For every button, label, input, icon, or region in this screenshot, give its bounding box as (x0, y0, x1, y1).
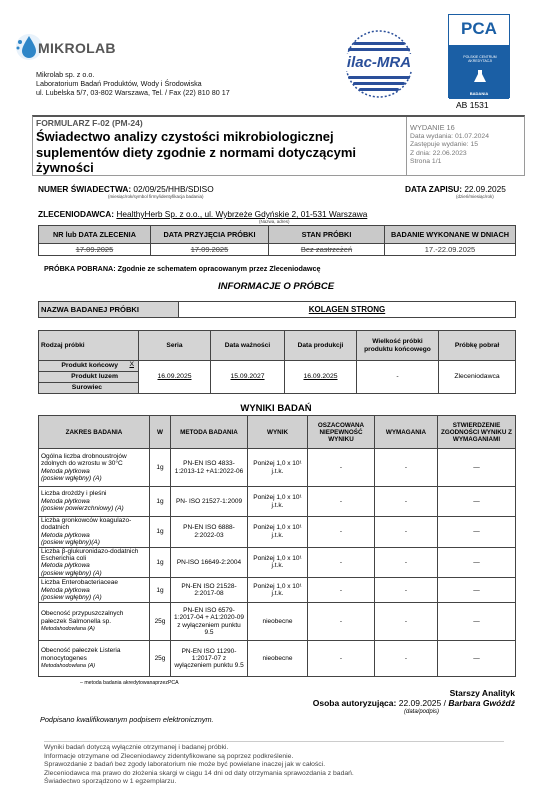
document-header (32, 115, 525, 176)
test-requirements: - (375, 641, 438, 677)
test-requirements: - (375, 449, 438, 487)
test-requirements: - (375, 603, 438, 641)
test-weight: 1g (150, 547, 171, 578)
sampled-by: Zleceniodawca (439, 361, 516, 394)
test-uncertainty: - (308, 449, 375, 487)
results-header: METODA BADANIA (171, 416, 248, 449)
series: 16.09.2025 (139, 361, 211, 394)
footer-line: Świadectwo sporządzono w 1 egzemplarzu. (44, 778, 177, 786)
sample-name: KOLAGEN STRONG (179, 302, 516, 318)
test-weight: 1g (150, 449, 171, 487)
test-weight: 1g (150, 487, 171, 517)
authorized-date: 22.09.2025 (398, 698, 442, 708)
sample-name-table (38, 301, 516, 318)
test-method: PN-EN ISO 21528-2:2017-08 (171, 578, 248, 603)
accreditation-footnote: – metoda badania akredytowanaprzezPCA (80, 680, 179, 686)
authorized-label: Osoba autoryzująca: (312, 698, 397, 708)
order-header: DATA PRZYJĘCIA PRÓBKI (151, 226, 269, 244)
edition-line: Strona 1/1 (410, 158, 442, 166)
certificate-number-row (38, 184, 214, 194)
authorized-person: Osoba autoryzująca: 22.09.2025 / Barbara Gwóźdź (312, 698, 515, 708)
production-date: 16.09.2025 (285, 361, 357, 394)
table-row (39, 517, 516, 548)
client-hint: (Nazwa, adres) (259, 219, 290, 224)
sample-type (39, 361, 139, 372)
record-date-hint: (dzień/miesiąc/rok) (456, 194, 494, 199)
electronic-signature-note: Podpisano kwalifikowanym podpisem elektronicznym. (40, 715, 214, 724)
footer-line: Wyniki badań dotyczą wyłącznie otrzymanej i badanej próbki. (44, 744, 229, 751)
sample-header: Data ważności (211, 331, 285, 361)
test-conformity: — (438, 641, 516, 677)
test-conformity: — (438, 517, 516, 548)
sample-type-mark: X (129, 361, 134, 368)
client-row (38, 209, 367, 219)
test-scope: Liczba drożdży i pleśni Metoda płytkowa (posiew powierzchniowy) (A) (39, 487, 150, 517)
sample-header: Wielkość próbki produktu końcowego (357, 331, 439, 361)
sampling-note: PRÓBKA POBRANA: Zgodnie ze schematem opracowanym przez Zleceniodawcę (44, 264, 321, 273)
test-conformity: — (438, 487, 516, 517)
results-table (38, 415, 516, 677)
order-header: NR lub DATA ZLECENIA (39, 226, 151, 244)
test-result: Poniżej 1,0 x 10¹ j.t.k. (248, 547, 308, 578)
sample-type: Produkt luzem (39, 372, 139, 383)
certificate-number-hint: (miesiąc/rok/symbol firmy/identyfikacja badania) (108, 194, 204, 199)
test-scope: Liczba Enterobacteriaceae Metoda płytkowa (posiew wgłębny) (A) (39, 578, 150, 603)
edition-line: WYDANIE 16 (410, 123, 455, 132)
test-conformity: — (438, 449, 516, 487)
sample-header: Data produkcji (285, 331, 357, 361)
edition-line: Z dnia: 22.06.2023 (410, 149, 467, 157)
lab-name: Mikrolab sp. z o.o. (36, 70, 95, 79)
sample-condition: Bez zastrzeżeń (269, 244, 385, 256)
accreditation-number: AB 1531 (456, 100, 489, 110)
test-requirements: - (375, 578, 438, 603)
test-uncertainty: - (308, 603, 375, 641)
test-uncertainty: - (308, 578, 375, 603)
mikrolab-logo-text: MIKROLAB (38, 40, 116, 56)
client-label: ZLECENIODAWCA: (38, 209, 115, 219)
results-heading: WYNIKI BADAŃ (240, 403, 312, 414)
results-header: W (150, 416, 171, 449)
sample-type-label: Produkt końcowy (61, 362, 118, 369)
sample-size: - (357, 361, 439, 394)
test-uncertainty: - (308, 641, 375, 677)
lab-address: ul. Lubelska 5/7, 03-802 Warszawa, Tel. / Fax (22) 810 80 17 (36, 88, 230, 97)
test-conformity: — (438, 603, 516, 641)
table-row (39, 578, 516, 603)
form-code: FORMULARZ F-02 (PM-24) (36, 118, 143, 128)
lab-info (36, 70, 230, 97)
order-table (38, 225, 516, 256)
test-method: PN-EN ISO 4833-1:2013-12 +A1:2022-06 (171, 449, 248, 487)
receipt-date: 17.09.2025 (151, 244, 269, 256)
test-method: PN-EN ISO 6888-2:2022-03 (171, 517, 248, 548)
results-header: WYMAGANIA (375, 416, 438, 449)
test-weight: 1g (150, 578, 171, 603)
page-footer (44, 741, 504, 787)
test-scope: Liczba gronkowców koagulazo-dodatnich Metoda płytkowa (posiew wgłębny)(A) (39, 517, 150, 548)
test-requirements: - (375, 517, 438, 548)
record-date-row (405, 184, 506, 194)
test-method: PN-EN ISO 6579-1:2017-04 + A1:2020-09 z wyłączeniem punktu 9.5 (171, 603, 248, 641)
lab-subtitle: Laboratorium Badań Produktów, Wody i Środowiska (36, 79, 202, 88)
test-method: PN- ISO 21527-1:2009 (171, 487, 248, 517)
edition-line: Data wydania: 01.07.2024 (410, 132, 489, 140)
test-requirements: - (375, 487, 438, 517)
sample-info-heading: INFORMACJE O PRÓBCE (217, 281, 335, 292)
signature-hint: (data/podpis) (404, 709, 440, 715)
sample-header: Próbkę pobrał (439, 331, 516, 361)
test-weight: 1g (150, 517, 171, 548)
signer-role: Starszy Analityk (449, 688, 515, 698)
table-row (39, 603, 516, 641)
sample-header: Rodzaj próbki (39, 331, 139, 361)
footer-line: Zleceniodawca ma prawo do złożenia skargi w ciągu 14 dni od daty otrzymania sprawozdania z badań. (44, 769, 354, 777)
test-result: nieobecne (248, 603, 308, 641)
table-row (39, 487, 516, 517)
test-result: Poniżej 1,0 x 10¹ j.t.k. (248, 578, 308, 603)
test-result: Poniżej 1,0 x 10¹ j.t.k. (248, 517, 308, 548)
test-requirements: - (375, 547, 438, 578)
test-conformity: — (438, 578, 516, 603)
test-method: PN-EN ISO 11290-1:2017-07 z wyłączeniem punktu 9.5 (171, 641, 248, 677)
authorized-name: Barbara Gwóźdź (448, 698, 515, 708)
ilac-mra-logo (333, 28, 425, 100)
test-uncertainty: - (308, 547, 375, 578)
edition-info (406, 117, 525, 176)
sample-header: Seria (139, 331, 211, 361)
certificate-number: 02/09/25/HHB/SDISO (133, 184, 214, 194)
record-date: 22.09.2025 (464, 184, 506, 194)
results-header: OSZACOWANA NIEPEWNOŚĆ WYNIKU (308, 416, 375, 449)
expiry-date: 15.09.2027 (211, 361, 285, 394)
sample-name-label: NAZWA BADANEJ PRÓBKI (39, 302, 179, 318)
table-row (39, 449, 516, 487)
test-result: Poniżej 1,0 x 10¹ j.t.k. (248, 487, 308, 517)
document-title: Świadectwo analizy czystości mikrobiologicznej suplementów diety zgodnie z normami dotyczącymi żywności (36, 129, 357, 175)
order-header: BADANIE WYKONANE W DNIACH (385, 226, 516, 244)
sample-type: Surowiec (39, 383, 139, 394)
results-header: WYNIK (248, 416, 308, 449)
order-header: STAN PRÓBKI (269, 226, 385, 244)
test-scope: Obecność pałeczek Listeria monocytogenes Metodahodowlana (A) (39, 641, 150, 677)
test-weight: 25g (150, 641, 171, 677)
flask-icon (473, 69, 487, 83)
footer-line: Sprawozdanie z badań bez zgody laboratorium nie może być powielane inaczej jak w całości. (44, 761, 326, 769)
test-uncertainty: - (308, 487, 375, 517)
edition-line: Zastępuje wydanie: 15 (410, 141, 479, 149)
test-weight: 25g (150, 603, 171, 641)
pca-logo (448, 14, 510, 98)
sample-table (38, 330, 516, 394)
test-method: PN-ISO 16649-2:2004 (171, 547, 248, 578)
results-header: ZAKRES BADANIA (39, 416, 150, 449)
record-date-label: DATA ZAPISU: (405, 184, 462, 194)
footer-line: Informacje otrzymane od Zleceniodawcy zidentyfikowane są poprzez podkreślenie. (44, 752, 294, 760)
client-value: HealthyHerb Sp. z o.o., ul. Wybrzeże Gdyńskie 2, 01-531 Warszawa (116, 209, 368, 219)
results-header: STWIERDZENIE ZGODNOŚCI WYNIKU Z WYMAGANIAMI (438, 416, 516, 449)
test-scope: Liczba β-glukuronidazo-dodatnich Escherichia coli Metoda płytkowa (posiew wgłębny) (A) (39, 547, 150, 578)
pca-subtitle: POLSKIE CENTRUM AKREDYTACJI (463, 55, 497, 63)
test-result: Poniżej 1,0 x 10¹ j.t.k. (248, 449, 308, 487)
certificate-number-label: NUMER ŚWIADECTWA: (38, 184, 132, 194)
pca-badania: BADANIA (469, 91, 489, 96)
table-row (39, 641, 516, 677)
test-scope: Ogólna liczba drobnoustrojów zdolnych do wzrostu w 30°C Metoda płytkowa (posiew wgłębny) (A) (39, 449, 150, 487)
pca-text: PCA (449, 15, 509, 45)
ilac-mra-text: ilac-MRA (341, 54, 417, 71)
test-scope: Obecność przypuszczalnych pałeczek Salmonella sp. Metodahodowlana (A) (39, 603, 150, 641)
test-conformity: — (438, 547, 516, 578)
test-uncertainty: - (308, 517, 375, 548)
order-number: 17.09.2025 (39, 244, 151, 256)
test-dates: 17.-22.09.2025 (385, 244, 516, 256)
table-row (39, 547, 516, 578)
test-result: nieobecne (248, 641, 308, 677)
